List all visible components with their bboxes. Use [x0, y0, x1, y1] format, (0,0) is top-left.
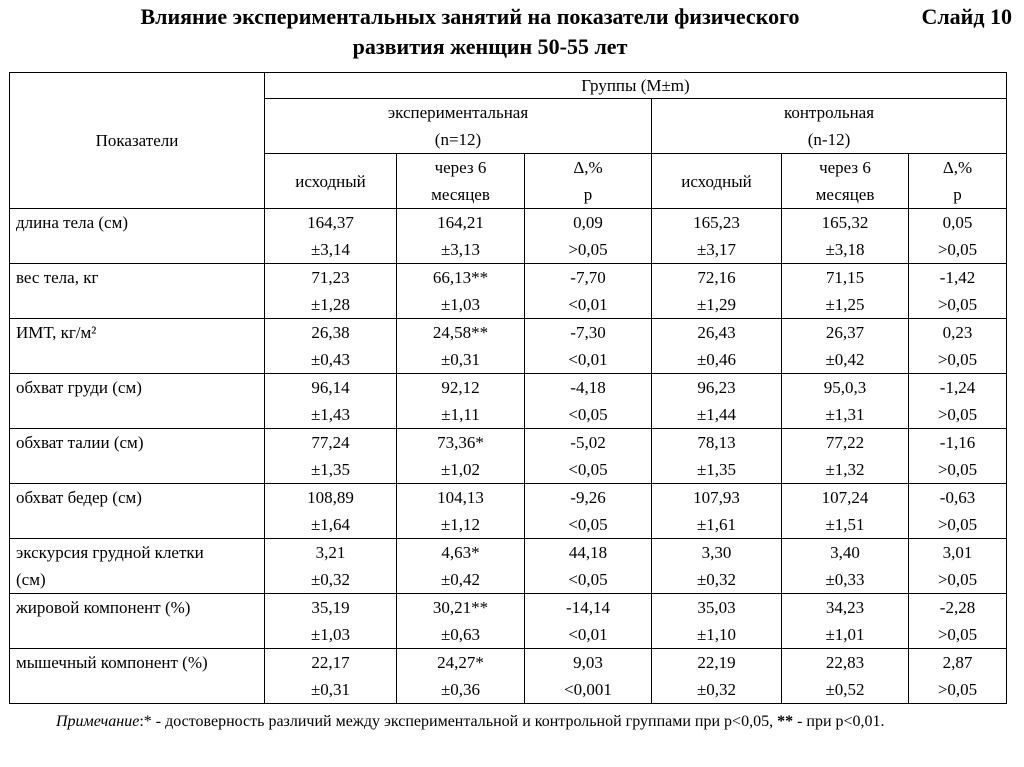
cell-mean: 26,43: [697, 323, 736, 342]
value-cell: [782, 484, 909, 539]
slide-number: Слайд 10: [921, 4, 1012, 29]
cell-mean: 96,23: [697, 378, 736, 397]
cell-mean: 3,40: [830, 543, 860, 562]
value-cell: [782, 264, 909, 319]
cell-mean: 73,36*: [437, 433, 484, 452]
value-cell: [782, 319, 909, 374]
value-cell: [265, 209, 397, 264]
row-label-line2: [16, 456, 264, 483]
ctrl-after-header: [782, 154, 909, 209]
cell-error: <0,05: [568, 515, 608, 534]
cell-mean: 0,09: [573, 213, 603, 232]
ctrl-group-name: контрольная: [783, 103, 875, 122]
value-cell: [525, 374, 652, 429]
value-cell: [909, 374, 1007, 429]
value-cell: [652, 484, 782, 539]
value-cell: [652, 594, 782, 649]
cell-mean: -0,63: [939, 488, 976, 507]
value-cell: [652, 429, 782, 484]
cell-mean: 34,23: [825, 598, 865, 617]
row-label-line2: (см): [16, 570, 46, 589]
cell-error: <0,05: [568, 405, 608, 424]
cell-error: >0,05: [937, 460, 978, 479]
value-cell: [652, 649, 782, 704]
cell-error: >0,05: [937, 240, 978, 259]
cell-mean: -9,26: [570, 488, 606, 507]
exp-group-n: (n=12): [434, 130, 482, 149]
cell-mean: 35,03: [697, 598, 736, 617]
cell-mean: 35,19: [311, 598, 350, 617]
value-cell: [265, 539, 397, 594]
cell-error: ±0,32: [696, 570, 737, 589]
cell-error: ±1,51: [825, 515, 865, 534]
title-line-1: Влияние экспериментальных занятий на показатели физического: [140, 4, 800, 29]
cell-mean: 164,37: [307, 213, 354, 232]
cell-mean: 77,24: [311, 433, 350, 452]
value-cell: [782, 209, 909, 264]
row-label-line1: обхват бедер (см): [16, 488, 142, 507]
table-row: [10, 649, 1007, 704]
row-label-line2: [16, 511, 264, 538]
cell-mean: 71,23: [311, 268, 350, 287]
exp-group-name: экспериментальная: [387, 103, 529, 122]
cell-error: ±1,44: [696, 405, 737, 424]
value-cell: [782, 374, 909, 429]
cell-error: ±3,18: [825, 240, 865, 259]
cell-error: ±1,25: [825, 295, 865, 314]
cell-error: ±1,03: [310, 625, 351, 644]
row-label-line1: длина тела (см): [16, 213, 129, 232]
cell-mean: 107,93: [693, 488, 740, 507]
cell-error: <0,001: [564, 680, 612, 699]
value-cell: [782, 429, 909, 484]
row-label: [10, 209, 265, 264]
cell-mean: 72,16: [697, 268, 736, 287]
row-label-line2: [16, 346, 264, 373]
cell-error: ±0,32: [310, 570, 351, 589]
value-cell: [652, 319, 782, 374]
cell-error: ±0,63: [440, 625, 481, 644]
value-cell: [265, 429, 397, 484]
after-line2: месяцев: [815, 185, 875, 204]
cell-error: >0,05: [937, 515, 978, 534]
row-label-line2: [16, 401, 264, 428]
value-cell: [909, 264, 1007, 319]
cell-error: ±1,29: [696, 295, 737, 314]
value-cell: [525, 264, 652, 319]
row-label-line2: [16, 676, 264, 703]
value-cell: [525, 649, 652, 704]
value-cell: [909, 429, 1007, 484]
value-cell: [525, 539, 652, 594]
delta-line1: Δ,%: [942, 158, 973, 177]
value-cell: [652, 374, 782, 429]
cell-mean: -1,24: [939, 378, 976, 397]
cell-error: ±1,03: [440, 295, 481, 314]
cell-error: <0,01: [568, 350, 608, 369]
cell-mean: 24,58**: [432, 323, 489, 342]
cell-mean: 26,38: [311, 323, 350, 342]
cell-mean: 107,24: [821, 488, 869, 507]
cell-error: ±0,32: [696, 680, 737, 699]
cell-error: ±1,35: [696, 460, 737, 479]
row-label-line1: обхват груди (см): [16, 378, 142, 397]
cell-error: ±1,11: [441, 405, 480, 424]
row-label: [10, 374, 265, 429]
value-cell: [265, 484, 397, 539]
cell-error: <0,01: [568, 625, 608, 644]
cell-mean: 78,13: [697, 433, 736, 452]
value-cell: [782, 649, 909, 704]
value-cell: [397, 649, 525, 704]
cell-mean: -1,16: [939, 433, 976, 452]
value-cell: [525, 319, 652, 374]
value-cell: [652, 209, 782, 264]
table-row: [10, 539, 1007, 594]
cell-mean: 95,0,3: [823, 378, 867, 397]
param-header: Показатели: [10, 73, 265, 209]
table-row: [10, 264, 1007, 319]
table-row: [10, 594, 1007, 649]
cell-error: ±0,46: [696, 350, 737, 369]
cell-mean: 44,18: [568, 543, 608, 562]
row-label-line1: обхват талии (см): [16, 433, 144, 452]
value-cell: [909, 539, 1007, 594]
cell-mean: 164,21: [437, 213, 484, 232]
ctrl-group-n: (n-12): [807, 130, 851, 149]
row-label: [10, 319, 265, 374]
row-label-line2: [16, 621, 264, 648]
cell-error: >0,05: [937, 405, 978, 424]
value-cell: [909, 319, 1007, 374]
cell-mean: 4,63*: [441, 543, 480, 562]
footnote: [56, 710, 996, 734]
value-cell: [265, 649, 397, 704]
cell-mean: 24,27*: [437, 653, 484, 672]
cell-error: ±3,14: [310, 240, 351, 259]
row-label-line2: [16, 236, 264, 263]
exp-group-header: [265, 99, 652, 154]
ctrl-group-header: [652, 99, 1007, 154]
cell-mean: 104,13: [437, 488, 484, 507]
cell-error: <0,01: [568, 295, 608, 314]
table-row: [10, 319, 1007, 374]
cell-mean: 22,83: [825, 653, 865, 672]
value-cell: [397, 429, 525, 484]
value-cell: [397, 484, 525, 539]
delta-line1: Δ,%: [573, 158, 603, 177]
cell-error: ±0,31: [310, 680, 351, 699]
value-cell: [909, 209, 1007, 264]
cell-error: <0,05: [568, 570, 608, 589]
value-cell: [525, 484, 652, 539]
value-cell: [525, 429, 652, 484]
cell-error: ±1,01: [825, 625, 865, 644]
row-label: [10, 264, 265, 319]
cell-mean: -2,28: [939, 598, 976, 617]
value-cell: [265, 374, 397, 429]
cell-error: >0,05: [568, 240, 608, 259]
cell-mean: 22,17: [311, 653, 350, 672]
value-cell: [397, 374, 525, 429]
cell-error: >0,05: [937, 350, 978, 369]
cell-error: ±1,32: [825, 460, 865, 479]
value-cell: [652, 264, 782, 319]
cell-error: ±3,13: [440, 240, 481, 259]
value-cell: [265, 319, 397, 374]
cell-error: >0,05: [937, 680, 978, 699]
row-label-line1: ИМТ, кг/м²: [16, 323, 97, 342]
row-label: [10, 429, 265, 484]
value-cell: [652, 539, 782, 594]
cell-mean: 77,22: [825, 433, 865, 452]
row-label-line1: жировой компонент (%): [16, 598, 191, 617]
cell-mean: -14,14: [566, 598, 610, 617]
cell-mean: 2,87: [942, 653, 973, 672]
cell-error: ±1,12: [440, 515, 481, 534]
cell-error: ±1,31: [825, 405, 865, 424]
cell-mean: 165,23: [693, 213, 740, 232]
note-label: Примечание: [56, 713, 140, 730]
cell-error: ±0,42: [440, 570, 481, 589]
cell-mean: 9,03: [573, 653, 603, 672]
note-text: :* - достоверность различий между экспериментальной и контрольной группами при р<0,05,: [139, 713, 778, 730]
value-cell: [397, 539, 525, 594]
value-cell: [782, 594, 909, 649]
cell-mean: -1,42: [939, 268, 976, 287]
page-title: [60, 2, 880, 62]
value-cell: [782, 539, 909, 594]
cell-error: ±0,36: [440, 680, 481, 699]
value-cell: [525, 209, 652, 264]
cell-error: >0,05: [937, 570, 978, 589]
cell-mean: 96,14: [311, 378, 350, 397]
exp-after-header: [397, 154, 525, 209]
cell-error: ±1,61: [696, 515, 737, 534]
note-text-2: - при р<0,01.: [793, 713, 885, 730]
cell-error: ±0,42: [825, 350, 865, 369]
value-cell: [265, 264, 397, 319]
table-row: [10, 429, 1007, 484]
cell-error: ±3,17: [696, 240, 737, 259]
row-label: [10, 539, 265, 594]
cell-error: ±0,52: [825, 680, 865, 699]
table-row: [10, 374, 1007, 429]
cell-mean: 3,21: [315, 543, 346, 562]
ctrl-delta-header: [909, 154, 1007, 209]
cell-error: ±1,10: [696, 625, 737, 644]
cell-mean: 0,05: [942, 213, 973, 232]
cell-error: ±0,31: [440, 350, 481, 369]
table-row: [10, 209, 1007, 264]
row-label-line1: мышечный компонент (%): [16, 653, 208, 672]
cell-mean: 30,21**: [432, 598, 489, 617]
cell-mean: 108,89: [307, 488, 354, 507]
row-label-line2: [16, 291, 264, 318]
cell-mean: -5,02: [570, 433, 606, 452]
note-stars: **: [777, 713, 794, 730]
value-cell: [525, 594, 652, 649]
row-label-line1: вес тела, кг: [16, 268, 99, 287]
cell-error: >0,05: [937, 625, 978, 644]
cell-mean: -7,30: [570, 323, 606, 342]
cell-error: ±0,43: [310, 350, 351, 369]
cell-error: ±0,33: [825, 570, 865, 589]
row-label: [10, 594, 265, 649]
results-table: [9, 72, 1007, 704]
cell-error: ±1,64: [310, 515, 351, 534]
delta-line2: p: [583, 185, 593, 204]
cell-error: ±1,35: [310, 460, 351, 479]
after-line1: через 6: [434, 158, 487, 177]
cell-error: >0,05: [937, 295, 978, 314]
value-cell: [397, 594, 525, 649]
value-cell: [397, 264, 525, 319]
value-cell: [909, 594, 1007, 649]
after-line2: месяцев: [431, 185, 490, 204]
cell-error: ±1,02: [440, 460, 481, 479]
value-cell: [909, 649, 1007, 704]
cell-error: ±1,43: [310, 405, 351, 424]
exp-initial-header: исходный: [265, 154, 397, 209]
cell-mean: 3,01: [942, 543, 973, 562]
cell-mean: 26,37: [825, 323, 865, 342]
groups-header: Группы (M±m): [265, 73, 1007, 99]
value-cell: [265, 594, 397, 649]
after-line1: через 6: [819, 158, 871, 177]
row-label: [10, 649, 265, 704]
value-cell: [909, 484, 1007, 539]
cell-mean: 92,12: [441, 378, 480, 397]
row-label-line1: экскурсия грудной клетки: [16, 543, 204, 562]
title-line-2: развития женщин 50-55 лет: [352, 34, 628, 59]
cell-mean: 66,13**: [432, 268, 489, 287]
value-cell: [397, 319, 525, 374]
exp-delta-header: [525, 154, 652, 209]
ctrl-initial-header: исходный: [652, 154, 782, 209]
table-row: [10, 484, 1007, 539]
cell-mean: -7,70: [570, 268, 606, 287]
cell-mean: 165,32: [821, 213, 869, 232]
delta-line2: p: [953, 185, 962, 204]
row-label: [10, 484, 265, 539]
cell-mean: 71,15: [825, 268, 865, 287]
cell-error: <0,05: [568, 460, 608, 479]
cell-error: ±1,28: [310, 295, 351, 314]
cell-mean: -4,18: [570, 378, 606, 397]
cell-mean: 22,19: [697, 653, 736, 672]
value-cell: [397, 209, 525, 264]
cell-mean: 3,30: [701, 543, 732, 562]
cell-mean: 0,23: [942, 323, 973, 342]
